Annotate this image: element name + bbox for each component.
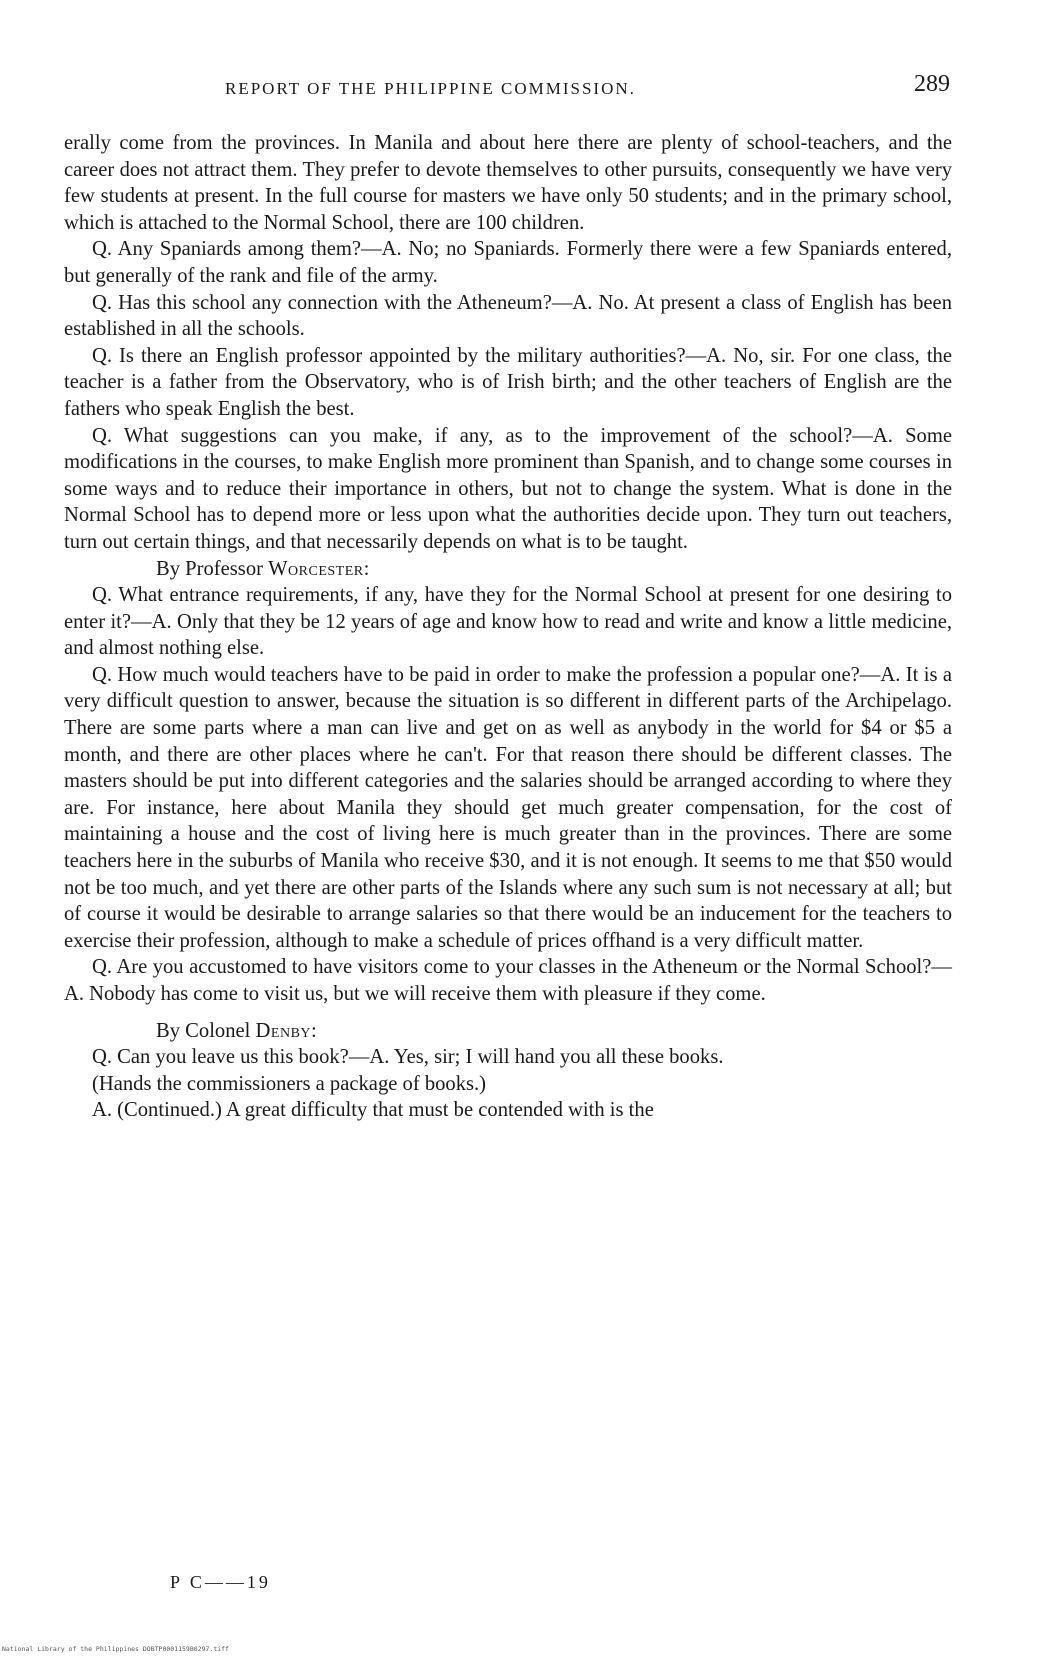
paragraph: A. (Continued.) A great difficulty that must be contended with is the	[92, 1099, 654, 1122]
page-number: 289	[914, 71, 950, 97]
signature-mark: P C——19	[170, 1572, 271, 1592]
scan-footer: National Library of the Philippines DOBTP0001159B0297.tiff	[2, 1645, 229, 1653]
paragraph-continuation: erally come from the provinces. In Manila and about here there are plenty of school-teachers, and the career does not attract them. They prefer to devote themselves to other pursuits, consequently we have very few students at present. In the full course for masters we have only 50 students; and in the primary school, which is attached to the Normal School, there are 100 children.	[64, 132, 952, 234]
byline-prefix: By Colonel	[156, 1019, 256, 1042]
paragraph: (Hands the commissioners a package of books.)	[92, 1072, 487, 1095]
speaker-byline-denby	[64, 1018, 952, 1045]
paragraph: Q. Can you leave us this book?—A. Yes, sir; I will hand you all these books.	[92, 1046, 724, 1069]
byline-prefix: By Professor	[156, 557, 269, 580]
paragraph: Q. What suggestions can you make, if any, as to the improvement of the school?—A. Some modifications in the courses, to make English more prominent than Spanish, and to change some courses in some ways and to reduce their importance in others, but not to change the system. What is done in the Normal School has to depend more or less upon what the authorities decide upon. They turn out teachers, turn out certain things, and that necessarily depends on what is to be taught.	[64, 424, 952, 553]
body-text	[64, 130, 952, 1124]
paragraph: Q. Are you accustomed to have visitors come to your classes in the Atheneum or the Normal School?—A. Nobody has come to visit us, but we will receive them with pleasure if they come.	[64, 956, 952, 1005]
byline-suffix: :	[311, 1019, 317, 1042]
paragraph: Q. How much would teachers have to be paid in order to make the profession a popular one?—A. It is a very difficult question to answer, because the situation is so different in different parts of the Archipelago. There are some parts where a man can live and get on as well as anybody in the world for $4 or $5 a month, and there are other places where he can't. For that reason there should be different classes. The masters should be put into different categories and the salaries should be arranged according to where they are. For instance, here about Manila they should get much greater compensation, for the cost of maintaining a house and the cost of living here is much greater than in the provinces. There are some teachers here in the suburbs of Manila who receive $30, and it is not enough. It seems to me that $50 would not be too much, and yet there are other parts of the Islands where any such sum is not necessary at all; but of course it would be desirable to arrange salaries so that there would be an inducement for the teachers to exercise their profession, although to make a schedule of prices offhand is a very difficult matter.	[64, 663, 952, 952]
header-title: REPORT OF THE PHILIPPINE COMMISSION.	[225, 79, 636, 98]
running-header	[80, 71, 950, 105]
paragraph: Q. Any Spaniards among them?—A. No; no Spaniards. Formerly there were a few Spaniards entered, but generally of the rank and file of the army.	[64, 238, 952, 287]
byline-name: Denby	[255, 1019, 312, 1042]
paragraph: Q. Has this school any connection with the Atheneum?—A. No. At present a class of English has been established in all the schools.	[64, 291, 952, 341]
byline-suffix: :	[363, 557, 370, 580]
byline-name: Worcester	[268, 557, 364, 580]
speaker-byline-worcester	[64, 556, 952, 583]
paragraph: Q. Is there an English professor appointed by the military authorities?—A. No, sir. For one class, the teacher is a father from the Observatory, who is of Irish birth; and the other teachers of English are the fathers who speak English the best.	[64, 344, 952, 420]
paragraph: Q. What entrance requirements, if any, have they for the Normal School at present for one desiring to enter it?—A. Only that they be 12 years of age and know how to read and write and know a little medicine, and almost nothing else.	[64, 584, 952, 660]
